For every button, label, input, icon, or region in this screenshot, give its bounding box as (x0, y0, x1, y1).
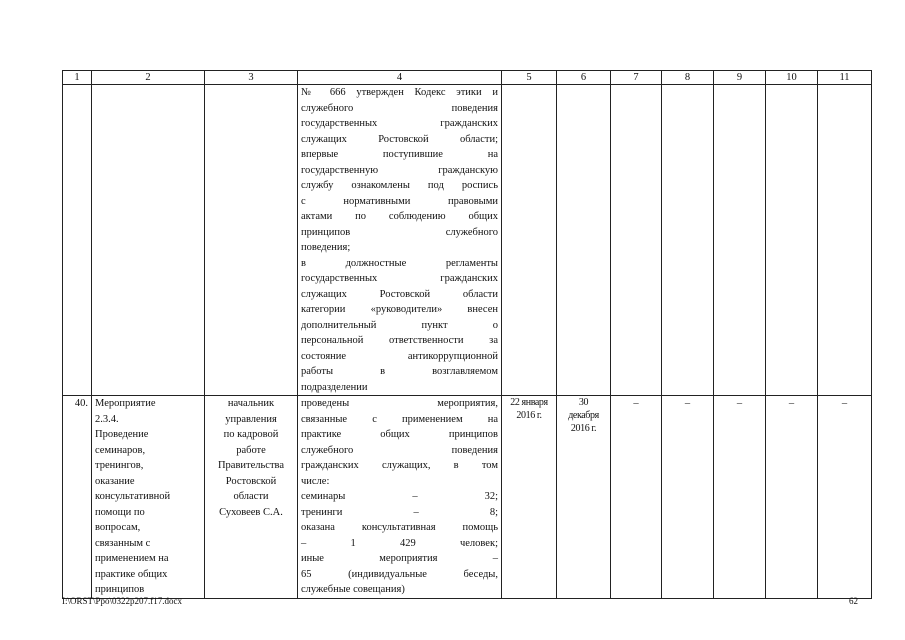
text-line: служебные совещания) (301, 584, 405, 595)
value-cell (766, 85, 818, 396)
text-line: – 1 429 человек; (301, 537, 498, 549)
text-line: связанные с применением на (301, 413, 498, 425)
text-line: иные мероприятия – (301, 553, 498, 564)
text-line: № 666 утвержден Кодекс этики и (301, 87, 498, 98)
value-cell (818, 85, 872, 396)
text-line: поведения; (301, 242, 351, 253)
text-line: служащих Ростовской области; (301, 133, 498, 145)
dash-cell: – (766, 396, 818, 599)
text-line: службу ознакомлены под роспись (301, 180, 498, 191)
header-cell: 5 (502, 71, 557, 85)
value-cell (662, 85, 714, 396)
text-line: впервые поступившие на (301, 149, 498, 160)
text-line: служебного поведения (301, 102, 498, 114)
header-cell: 4 (298, 71, 502, 85)
text-line: семинары – 32; (301, 491, 498, 502)
value-cell (714, 85, 766, 396)
header-cell: 2 (92, 71, 205, 85)
dash-cell: – (611, 396, 662, 599)
text-line: числе: (301, 475, 330, 487)
text-line: принципов служебного (301, 226, 498, 238)
dash-cell: – (714, 396, 766, 599)
header-cell: 6 (557, 71, 611, 85)
start-date-cell: 22 января 2016 г. (502, 396, 557, 599)
end-date-cell (557, 85, 611, 396)
text-line: служебного поведения (301, 444, 498, 456)
activity-cell (92, 85, 205, 396)
value-cell (611, 85, 662, 396)
activity-cell: Мероприятие 2.3.4. Проведение семинаров, тренингов, оказание консультативной помощи по вопросам, связанным с применением на практике общих принципов (92, 396, 205, 599)
text-line: практике общих принципов (301, 429, 498, 440)
text-line: служащих Ростовской области (301, 288, 498, 300)
row-number-cell: 40. (63, 396, 92, 599)
text-line: оказана консультативная помощь (301, 522, 498, 533)
header-cell: 9 (714, 71, 766, 85)
text-line: работы в возглавляемом (301, 366, 498, 377)
text-line: дополнительный пункт о (301, 319, 498, 331)
text-line: 65 (индивидуальные беседы, (301, 568, 498, 580)
header-cell: 1 (63, 71, 92, 85)
header-cell: 8 (662, 71, 714, 85)
table-row-40 (63, 396, 872, 599)
document-path: I:\ORST\Ppo\0322p207.f17.docx (62, 596, 183, 606)
end-date-cell: 30 декабря 2016 г. (557, 396, 611, 599)
text-line: проведены мероприятия, (301, 398, 498, 409)
header-cell: 11 (818, 71, 872, 85)
text-line: с нормативными правовыми (301, 195, 498, 207)
text-line: гражданских служащих, в том (301, 460, 498, 471)
text-line: тренинги – 8; (301, 506, 498, 518)
plan-table (62, 70, 872, 599)
header-cell: 10 (766, 71, 818, 85)
start-date-cell (502, 85, 557, 396)
text-line: в должностные регламенты (301, 257, 498, 269)
header-cell: 3 (205, 71, 298, 85)
column-number-row (63, 71, 872, 85)
table-row-continued (63, 85, 872, 396)
result-cell (298, 396, 502, 599)
header-cell: 7 (611, 71, 662, 85)
responsible-cell: начальник управления по кадровой работе Правительства Ростовской области Суховеев С.А. (205, 396, 298, 599)
text-line: персональной ответственности за (301, 335, 498, 346)
dash-cell: – (662, 396, 714, 599)
text-line: государственную гражданскую (301, 164, 498, 176)
text-line: государственных гражданских (301, 118, 498, 129)
text-line: подразделении (301, 381, 368, 393)
text-line: актами по соблюдению общих (301, 211, 498, 222)
row-number-cell (63, 85, 92, 396)
text-line: государственных гражданских (301, 273, 498, 284)
dash-cell: – (818, 396, 872, 599)
text-line: категории «руководители» внесен (301, 304, 498, 315)
page-number: 62 (849, 596, 858, 606)
text-line: состояние антикоррупционной (301, 350, 498, 362)
result-cell (298, 85, 502, 396)
responsible-cell (205, 85, 298, 396)
